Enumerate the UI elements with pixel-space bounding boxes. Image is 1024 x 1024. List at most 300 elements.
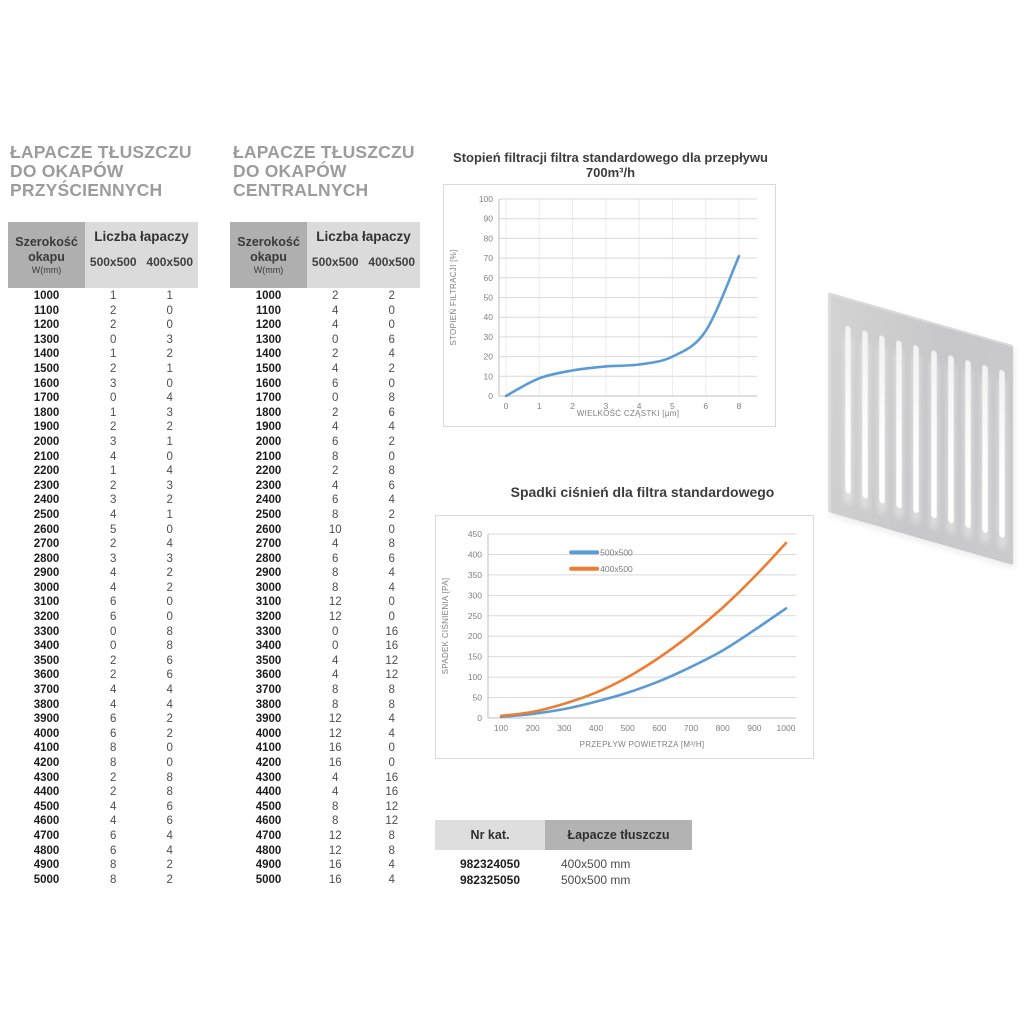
table-cell: 2400 [255, 494, 282, 507]
table-cell: 2 [110, 304, 117, 317]
table-cell: 8 [110, 757, 117, 769]
table-cell: 6 [166, 654, 173, 667]
table-cell: 6 [332, 552, 339, 565]
table-cell: 6 [388, 406, 395, 419]
table-cell: 8 [110, 742, 117, 755]
table-cell: 1000 [255, 290, 282, 302]
table-cell: 12 [328, 829, 342, 842]
table-cell: 0 [166, 304, 173, 317]
table-cell: 500x500 mm [561, 872, 631, 887]
header-lapacze-tluszczu: Łapacze tłuszczu [545, 820, 692, 850]
table-cell: 0 [388, 611, 395, 624]
table-cell: 4 [166, 844, 173, 857]
table-cell: 12 [328, 844, 342, 857]
table-cell: 8 [388, 465, 395, 478]
section-title-wall-hoods [10, 143, 225, 200]
table-row [8, 756, 198, 771]
table-row [8, 829, 198, 844]
table-row [8, 304, 198, 319]
svg-text:50: 50 [483, 292, 493, 303]
svg-text:90: 90 [483, 213, 493, 224]
table-cell: 2 [332, 465, 339, 478]
table-cell: 2 [166, 713, 173, 726]
table-cell: 2 [388, 290, 395, 302]
table-row [230, 377, 420, 392]
table-cell: 3700 [33, 684, 60, 697]
table-row [8, 464, 198, 479]
table-cell: 8 [388, 829, 395, 842]
filtration-chart-plot [444, 185, 773, 424]
table-cell: 2 [166, 873, 173, 886]
table-cell: 1200 [33, 319, 60, 332]
filter-slat [965, 359, 971, 529]
table-cell: 6 [166, 800, 173, 813]
table-cell: 0 [332, 333, 339, 346]
table-row [230, 552, 420, 567]
table-cell: 1000 [33, 290, 60, 302]
table-row [8, 435, 198, 450]
table-cell: 4 [110, 581, 117, 594]
table-cell: 4 [332, 362, 339, 375]
table-cell: 2300 [255, 479, 282, 492]
table-cell: 8 [388, 538, 395, 551]
table-cell: 4 [166, 684, 173, 697]
table-cell: 4500 [255, 800, 282, 813]
svg-text:0: 0 [477, 713, 482, 723]
table-cell: 3600 [33, 669, 60, 682]
svg-text:WIELKOŚĆ CZĄSTKI [μm]: WIELKOŚĆ CZĄSTKI [μm] [576, 409, 680, 418]
table-cell: 12 [328, 727, 342, 740]
table-cell: 2 [110, 362, 117, 375]
table-row [8, 508, 198, 523]
table-cell: 16 [328, 873, 342, 886]
svg-text:300: 300 [467, 590, 482, 601]
svg-text:700: 700 [683, 723, 699, 733]
svg-text:40: 40 [483, 312, 493, 323]
table-cell: 4300 [33, 771, 60, 784]
table-row [230, 581, 420, 596]
table-cell: 1900 [33, 421, 60, 434]
table-cell: 1800 [255, 406, 282, 419]
table-cell: 2 [110, 538, 117, 551]
table-row [8, 727, 198, 742]
table-row [8, 668, 198, 683]
table-cell: 10 [328, 523, 342, 536]
table-cell: 2 [388, 435, 395, 448]
table-row [230, 873, 420, 888]
table-row [8, 318, 198, 333]
table-cell: 1 [166, 290, 173, 302]
svg-text:100: 100 [478, 194, 493, 204]
table-row [230, 654, 420, 669]
table-row [8, 362, 198, 377]
table-cell: 8 [166, 771, 173, 784]
table-cell: 2000 [255, 435, 282, 448]
table-cell: 400x500 mm [561, 856, 631, 871]
table-row [230, 464, 420, 479]
table-cell: 8 [332, 698, 339, 711]
table-cell: 3500 [255, 654, 282, 667]
table-row [8, 493, 198, 508]
svg-text:400x500: 400x500 [600, 563, 633, 574]
table-cell: 0 [110, 333, 117, 346]
table-row [8, 800, 198, 815]
table-cell: 8 [332, 581, 339, 594]
table-row [230, 858, 420, 873]
table-row [230, 625, 420, 640]
table-cell: 0 [388, 319, 395, 332]
table-cell: 16 [385, 786, 399, 799]
table-cell: 4400 [33, 786, 60, 799]
table-cell: 4900 [255, 859, 282, 872]
table-cell: 8 [166, 625, 173, 638]
filter-slat [913, 344, 919, 514]
table-cell: 0 [166, 757, 173, 769]
svg-text:70: 70 [483, 253, 493, 264]
svg-text:200: 200 [467, 631, 482, 642]
table-row [435, 872, 692, 888]
table-cell: 1 [110, 406, 117, 419]
table-cell: 0 [110, 640, 117, 653]
table-row [230, 727, 420, 742]
table-cell: 1500 [33, 362, 60, 375]
table-row [230, 304, 420, 319]
filter-slat [999, 369, 1005, 539]
table-cell: 3100 [33, 596, 60, 609]
table-cell: 2 [388, 508, 395, 521]
table-cell: 3 [166, 552, 173, 565]
table-cell: 1 [166, 435, 173, 448]
filter-slat [879, 335, 885, 505]
table-row [8, 406, 198, 421]
table-cell: 2 [388, 362, 395, 375]
table-cell: 6 [332, 377, 339, 390]
table-header [8, 222, 198, 288]
table-cell: 12 [385, 815, 399, 828]
svg-text:800: 800 [715, 723, 730, 733]
table-cell: 3400 [255, 640, 282, 653]
grease-filter-photo [828, 292, 1013, 565]
table-row [8, 741, 198, 756]
table-cell: 2600 [33, 523, 60, 536]
table-row [8, 566, 198, 581]
table-row [230, 347, 420, 362]
table-cell: 1100 [256, 304, 281, 317]
table-cell: 6 [332, 494, 339, 507]
table-cell: 0 [110, 625, 117, 638]
table-cell: 2 [166, 727, 173, 740]
table-row [230, 479, 420, 494]
table-cell: 4 [332, 479, 339, 492]
table-row [8, 683, 198, 698]
table-cell: 2 [166, 567, 173, 580]
table-cell: 4 [388, 713, 395, 726]
table-cell: 0 [166, 523, 173, 536]
table-cell: 2300 [33, 479, 60, 492]
table-header [230, 222, 420, 288]
table-row [8, 639, 198, 654]
table-row [230, 756, 420, 771]
table-cell: 0 [388, 742, 395, 755]
table-cell: 4 [388, 348, 395, 361]
table-row [8, 347, 198, 362]
table-cell: 0 [332, 640, 339, 653]
table-row [230, 289, 420, 304]
table-cell: 3 [166, 479, 173, 492]
table-cell: 2200 [255, 465, 282, 478]
table-cell: 0 [388, 377, 395, 390]
table-row [8, 420, 198, 435]
table-row [230, 391, 420, 406]
table-cell: 3 [166, 333, 173, 346]
table-cell: 12 [385, 800, 399, 813]
table-cell: 4300 [255, 771, 282, 784]
svg-text:400: 400 [467, 549, 482, 560]
table-row [230, 362, 420, 377]
table-cell: 4700 [33, 829, 60, 842]
svg-text:400: 400 [588, 723, 604, 733]
table-cell: 2800 [33, 552, 60, 565]
table-row [230, 814, 420, 829]
table-row [230, 785, 420, 800]
table-cell: 8 [388, 392, 395, 405]
table-row [8, 844, 198, 859]
svg-text:300: 300 [557, 723, 572, 733]
table-cell: 8 [110, 873, 117, 886]
table-cell: 2600 [255, 523, 282, 536]
table-cell: 6 [110, 844, 117, 857]
svg-text:10: 10 [483, 371, 493, 382]
table-row [230, 610, 420, 625]
svg-text:1: 1 [536, 401, 542, 411]
table-cell: 8 [332, 815, 339, 828]
table-row [8, 785, 198, 800]
svg-text:1000: 1000 [776, 723, 796, 733]
table-row [230, 844, 420, 859]
svg-text:20: 20 [483, 351, 493, 362]
table-cell: 6 [110, 829, 117, 842]
table-cell: 0 [166, 611, 173, 624]
table-cell: 12 [328, 611, 342, 624]
table-cell: 1800 [33, 406, 60, 419]
table-row [8, 610, 198, 625]
table-cell: 12 [328, 713, 342, 726]
header-hood-width: Szerokość okapu W(mm) [230, 222, 307, 288]
table-cell: 8 [332, 508, 339, 521]
table-cell: 6 [388, 479, 395, 492]
table-row [8, 654, 198, 669]
filter-slat [931, 349, 937, 519]
table-cell: 1300 [33, 333, 60, 346]
table-cell: 0 [388, 304, 395, 317]
table-cell: 3 [110, 552, 117, 565]
table-cell: 4 [166, 698, 173, 711]
table-cell: 16 [385, 640, 399, 653]
table-cell: 12 [328, 596, 342, 609]
table-cell: 2900 [255, 567, 282, 580]
table-cell: 8 [332, 450, 339, 463]
table-cell: 2500 [255, 508, 282, 521]
table-cell: 6 [110, 713, 117, 726]
table-cell: 4 [388, 421, 395, 434]
catalog-table-body [435, 856, 692, 888]
table-cell: 4 [166, 465, 173, 478]
table-cell: 6 [166, 815, 173, 828]
svg-text:500: 500 [620, 723, 635, 733]
table-cell: 2 [332, 406, 339, 419]
table-row [230, 537, 420, 552]
table-row [8, 698, 198, 713]
svg-text:0: 0 [503, 401, 509, 411]
table-row [8, 333, 198, 348]
table-row [230, 683, 420, 698]
table-cell: 2 [332, 348, 339, 361]
table-cell: 4100 [255, 742, 282, 755]
table-row [230, 800, 420, 815]
table-row [230, 668, 420, 683]
table-row [230, 450, 420, 465]
table-cell: 2 [166, 494, 173, 507]
table-cell: 4 [388, 581, 395, 594]
table-cell: 3900 [33, 713, 60, 726]
svg-text:450: 450 [467, 529, 482, 539]
table-cell: 2400 [33, 494, 60, 507]
table-row [8, 814, 198, 829]
table-row [8, 537, 198, 552]
table-cell: 4600 [33, 815, 60, 828]
svg-text:100: 100 [493, 723, 509, 733]
table-row [230, 595, 420, 610]
table-cell: 5000 [255, 873, 282, 886]
table-cell: 4000 [255, 727, 282, 740]
table-cell: 3500 [33, 654, 60, 667]
table-cell: 0 [388, 596, 395, 609]
table-row [230, 639, 420, 654]
table-cell: 8 [110, 859, 117, 872]
table-cell: 1200 [255, 319, 282, 332]
table-cell: 4 [166, 392, 173, 405]
filter-slat [862, 330, 868, 500]
table-cell: 0 [166, 742, 173, 755]
table-cell: 3 [110, 377, 117, 390]
table-cell: 1 [110, 290, 117, 302]
table-cell: 4 [110, 567, 117, 580]
table-cell: 4000 [33, 727, 60, 740]
table-cell: 2 [166, 581, 173, 594]
table-cell: 4 [332, 771, 339, 784]
table-cell: 8 [332, 800, 339, 813]
subheader-400x500: 400x500 [368, 255, 416, 269]
subheader-400x500: 400x500 [146, 255, 194, 269]
svg-text:50: 50 [472, 692, 482, 703]
table-cell: 4900 [33, 859, 60, 872]
table-cell: 6 [166, 669, 173, 682]
table-row [8, 391, 198, 406]
header-catcher-count: Liczba łapaczy 500x500 400x500 [307, 222, 420, 288]
filter-slat [948, 354, 954, 524]
table-row [230, 741, 420, 756]
table-row [8, 377, 198, 392]
table-cell: 8 [166, 786, 173, 799]
table-cell: 8 [332, 684, 339, 697]
table-cell: 4 [332, 538, 339, 551]
table-cell: 1 [166, 362, 173, 375]
table-cell: 1500 [255, 362, 282, 375]
table-row [8, 712, 198, 727]
section-title-central-hoods [233, 143, 448, 200]
table-cell: 2 [110, 319, 117, 332]
table-cell: 2 [166, 421, 173, 434]
table-cell: 4200 [255, 757, 282, 769]
svg-text:4: 4 [636, 401, 642, 411]
table-cell: 0 [166, 377, 173, 390]
table-cell: 1 [166, 508, 173, 521]
table-cell: 6 [332, 435, 339, 448]
table-cell: 3800 [33, 698, 60, 711]
table-cell: 4 [332, 319, 339, 332]
table-cell: 4 [110, 800, 117, 813]
table-cell: 0 [166, 450, 173, 463]
table-cell: 2 [110, 669, 117, 682]
table-row [230, 493, 420, 508]
table-cell: 0 [110, 392, 117, 405]
table-row [8, 450, 198, 465]
svg-text:200: 200 [525, 723, 540, 733]
table-row [230, 771, 420, 786]
table-cell: 4 [332, 421, 339, 434]
table-cell: 12 [385, 654, 399, 667]
table-row [230, 318, 420, 333]
table-cell: 1400 [255, 348, 282, 361]
subheader-500x500: 500x500 [89, 255, 137, 269]
table-row [8, 523, 198, 538]
grease-catcher-table-wall [8, 222, 198, 887]
table-cell: 8 [388, 698, 395, 711]
table-cell: 2 [166, 859, 173, 872]
table-cell: 1700 [33, 392, 60, 405]
filter-slat [845, 325, 851, 495]
table-cell: 1 [110, 465, 117, 478]
table-cell: 2800 [255, 552, 282, 565]
svg-text:150: 150 [467, 651, 482, 662]
table-cell: 4800 [33, 844, 60, 857]
table-cell: 2 [110, 771, 117, 784]
svg-text:5: 5 [670, 401, 675, 411]
table-cell: 4 [388, 727, 395, 740]
table-cell: 4 [388, 859, 395, 872]
table-cell: 982325050 [459, 872, 521, 887]
table-row [8, 552, 198, 567]
table-cell: 8 [388, 684, 395, 697]
table-cell: 4 [332, 786, 339, 799]
table-cell: 8 [388, 844, 395, 857]
pressure-drop-chart-title: Spadki ciśnień dla filtra standardowego [510, 484, 775, 500]
table-row [8, 595, 198, 610]
table-cell: 16 [328, 859, 342, 872]
table-body [8, 289, 198, 887]
table-cell: 4500 [33, 800, 60, 813]
pressure-drop-chart-plot [436, 516, 811, 756]
section-title-line: DO OKAPÓW [233, 161, 347, 181]
table-cell: 2100 [255, 450, 282, 463]
table-cell: 0 [388, 523, 395, 536]
table-cell: 6 [388, 552, 395, 565]
table-cell: 3300 [255, 625, 282, 638]
table-row [230, 508, 420, 523]
table-row [230, 435, 420, 450]
table-cell: 3 [166, 406, 173, 419]
table-cell: 4800 [255, 844, 282, 857]
